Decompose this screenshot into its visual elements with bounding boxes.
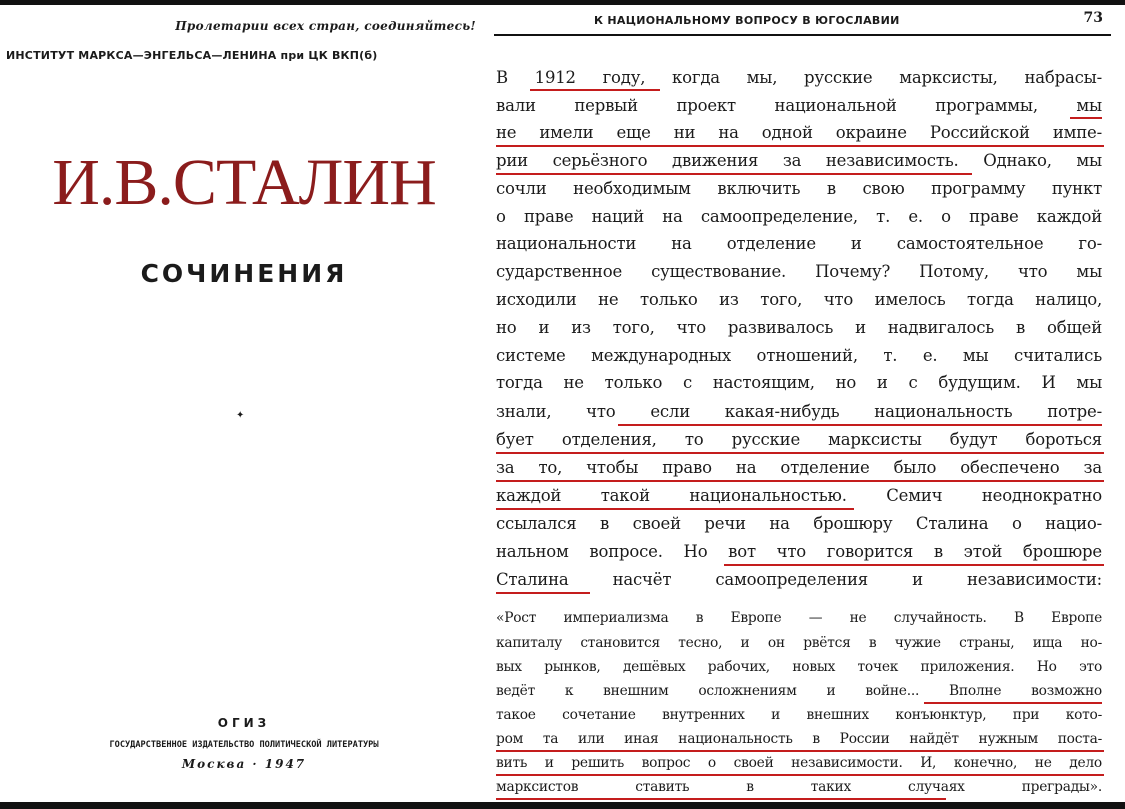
red-underline: [496, 480, 1104, 482]
red-underline: [496, 750, 1104, 752]
author-name: И.В.СТАЛИН: [52, 146, 436, 219]
red-underline: [530, 89, 660, 91]
body-line: бует отделения, то русские марксисты будут бороться: [496, 430, 1102, 449]
body-line: ссылался в своей речи на брошюру Сталина о нацио-: [496, 514, 1102, 533]
header-rule: [494, 34, 1111, 36]
body-line: сочли необходимым включить в свою программу пункт: [496, 179, 1102, 198]
quote-line: ром та или иная национальность в России найдёт нужным поста-: [496, 731, 1102, 747]
place-and-year: Москва · 1947: [181, 757, 307, 771]
body-line: исходили не только из того, что имелось тогда налицо,: [496, 290, 1102, 309]
red-underline: [496, 173, 972, 175]
institute-line: ИНСТИТУТ МАРКСА—ЭНГЕЛЬСА—ЛЕНИНА при ЦК ВКП(б): [6, 49, 378, 62]
star-ornament-icon: ✦: [236, 410, 245, 421]
body-line: нальном вопросе. Но вот что говорится в этой брошюре: [496, 542, 1102, 561]
text-page: [488, 5, 1125, 802]
red-underline: [496, 452, 1104, 454]
publisher-full-name: ГОСУДАРСТВЕННОЕ ИЗДАТЕЛЬСТВО ПОЛИТИЧЕСКОЙ ЛИТЕРАТУРЫ: [109, 740, 379, 750]
quote-line: вых рынков, дешёвых рабочих, новых точек приложения. Но это: [496, 659, 1102, 675]
body-line: системе международных отношений, т. е. мы считались: [496, 346, 1102, 365]
body-line: не имели еще ни на одной окраине Российской импе-: [496, 123, 1102, 142]
red-underline: [496, 774, 1104, 776]
quote-line: вить и решить вопрос о своей независимости. И, конечно, не дело: [496, 755, 1102, 771]
red-underline: [618, 424, 1102, 426]
body-line: тогда не только с настоящим, но и с будущим. И мы: [496, 373, 1102, 392]
quote-line: капиталу становится тесно, и он рвётся в чужие страны, ища но-: [496, 635, 1102, 651]
body-line: вали первый проект национальной программы, мы: [496, 96, 1102, 115]
body-line: В 1912 году, когда мы, русские марксисты, набрасы-: [496, 68, 1102, 87]
body-line: о праве наций на самоопределение, т. е. о праве каждой: [496, 207, 1102, 226]
collection-title: СОЧИНЕНИЯ: [140, 259, 348, 288]
body-line: каждой такой национальностью. Семич неоднократно: [496, 486, 1102, 505]
publisher-abbrev: ОГИЗ: [217, 716, 271, 730]
body-line: национальности на отделение и самостоятельное го-: [496, 234, 1102, 253]
red-underline: [496, 508, 854, 510]
red-underline: [496, 592, 590, 594]
red-underline: [1070, 117, 1102, 119]
body-line: рии серьёзного движения за независимость. Однако, мы: [496, 151, 1102, 170]
title-page: [0, 5, 488, 802]
quote-line: марксистов ставить в таких случаях преграды».: [496, 779, 1102, 795]
body-line: сударственное существование. Почему? Потому, что мы: [496, 262, 1102, 281]
red-underline: [496, 798, 946, 800]
red-underline: [924, 702, 1102, 704]
bottom-border: [0, 802, 1125, 809]
body-line: за то, чтобы право на отделение было обеспечено за: [496, 458, 1102, 477]
running-head: К НАЦИОНАЛЬНОМУ ВОПРОСУ В ЮГОСЛАВИИ: [594, 14, 900, 27]
body-line: знали, что если какая-нибудь национальность потре-: [496, 402, 1102, 421]
quote-line: такое сочетание внутренних и внешних конъюнктур, при кото-: [496, 707, 1102, 723]
quote-line: ведёт к внешним осложнениям и войне... Вполне возможно: [496, 683, 1102, 699]
red-underline: [496, 145, 1104, 147]
body-line: но и из того, что развивалось и надвигалось в общей: [496, 318, 1102, 337]
quote-line: «Рост империализма в Европе — не случайность. В Европе: [496, 610, 1102, 626]
red-underline: [724, 564, 1104, 566]
body-line: Сталина насчёт самоопределения и независимости:: [496, 570, 1102, 589]
motto: Пролетарии всех стран, соединяйтесь!: [175, 19, 476, 33]
page-number: 73: [1083, 10, 1103, 26]
